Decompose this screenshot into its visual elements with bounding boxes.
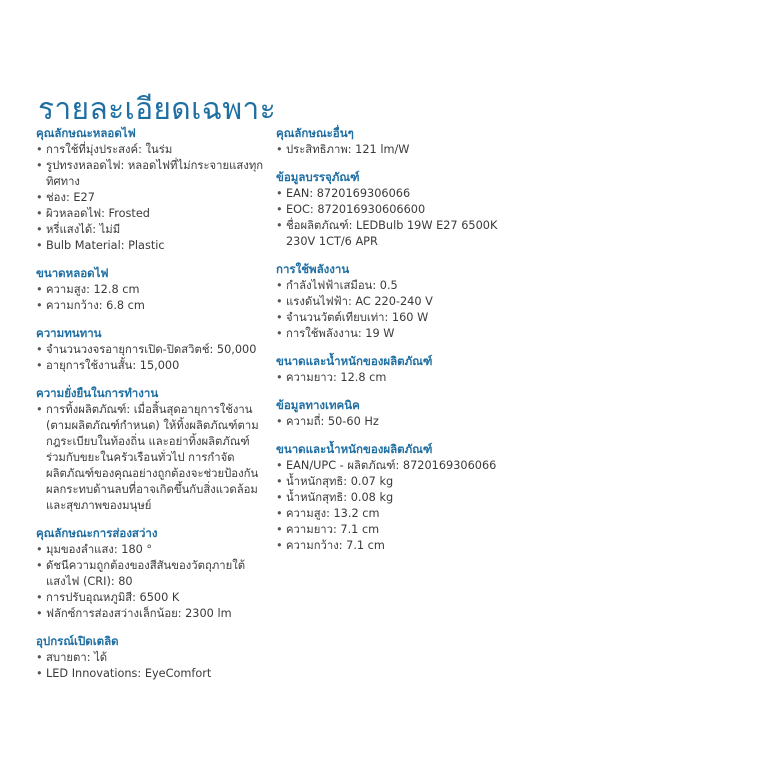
spec-list <box>276 278 516 342</box>
spec-item: • รูปทรงหลอดไฟ: หลอดไฟที่ไม่กระจายแสงทุกทิศทาง <box>36 158 264 190</box>
spec-section <box>276 170 516 250</box>
spec-list <box>36 650 264 682</box>
spec-item: • EOC: 872016930606600 <box>276 202 516 218</box>
section-heading: อุปกรณ์เปิดเตลิด <box>36 634 119 648</box>
spec-section <box>276 398 516 430</box>
spec-list <box>36 342 264 374</box>
spec-item: • ผิวหลอดไฟ: Frosted <box>36 206 264 222</box>
spec-item: • จำนวนวงจรอายุการเปิด-ปิดสวิตช์: 50,000 <box>36 342 264 358</box>
spec-section <box>36 526 264 622</box>
page-title: รายละเอียดเฉพาะ <box>38 92 276 128</box>
section-heading: ขนาดและน้ำหนักของผลิตภัณฑ์ <box>276 354 433 368</box>
spec-item: • สบายตา: ได้ <box>36 650 264 666</box>
spec-section <box>276 262 516 342</box>
spec-item: • EAN: 8720169306066 <box>276 186 516 202</box>
spec-item: • การใช้พลังงาน: 19 W <box>276 326 516 342</box>
spec-item: • ดัชนีความถูกต้องของสีสันของวัตถุภายใต้แสงไฟ (CRI): 80 <box>36 558 264 590</box>
spec-item: • น้ำหนักสุทธิ: 0.08 kg <box>276 490 516 506</box>
spec-item: • น้ำหนักสุทธิ: 0.07 kg <box>276 474 516 490</box>
spec-item: • การปรับอุณหภูมิสี: 6500 K <box>36 590 264 606</box>
left-spec-column <box>36 126 264 694</box>
spec-item: • การทิ้งผลิตภัณฑ์: เมื่อสิ้นสุดอายุการใช้งาน (ตามผลิตภัณฑ์กำหนด) ให้ทิ้งผลิตภัณฑ์ตามกฎระเบียบในท้องถิ่น และอย่าทิ้งผลิตภัณฑ์ร่วมกับขยะในครัวเรือนทั่วไป การกำจัดผลิตภัณฑ์ของคุณอย่างถูกต้องจะช่วยป้องกันผลกระทบด้านลบที่อาจเกิดขึ้นกับสิ่งแวดล้อมและสุขภาพของมนุษย์ <box>36 402 264 514</box>
section-heading: การใช้พลังงาน <box>276 262 350 276</box>
spec-item: • กำลังไฟฟ้าเสมือน: 0.5 <box>276 278 516 294</box>
section-heading: ความทนทาน <box>36 326 102 340</box>
spec-list <box>276 186 516 250</box>
spec-item: • LED Innovations: EyeComfort <box>36 666 264 682</box>
spec-list <box>36 542 264 622</box>
spec-item: • หรี่แสงได้: ไม่มี <box>36 222 264 238</box>
spec-item: • แรงดันไฟฟ้า: AC 220-240 V <box>276 294 516 310</box>
section-heading: คุณลักษณะหลอดไฟ <box>36 126 136 140</box>
right-spec-column <box>276 126 516 566</box>
spec-item: • ชื่อผลิตภัณฑ์: LEDBulb 19W E27 6500K 230V 1CT/6 APR <box>276 218 516 250</box>
spec-item: • ความยาว: 7.1 cm <box>276 522 516 538</box>
spec-item: • มุมของลำแสง: 180 ° <box>36 542 264 558</box>
spec-list <box>276 370 516 386</box>
spec-section <box>36 326 264 374</box>
spec-section <box>36 266 264 314</box>
spec-item: • ความสูง: 12.8 cm <box>36 282 264 298</box>
spec-section <box>276 354 516 386</box>
section-heading: ความยั่งยืนในการทำงาน <box>36 386 159 400</box>
spec-section <box>276 442 516 554</box>
spec-list <box>276 458 516 554</box>
spec-item: • ประสิทธิภาพ: 121 lm/W <box>276 142 516 158</box>
spec-section <box>276 126 516 158</box>
section-heading: คุณลักษณะการส่องสว่าง <box>36 526 158 540</box>
spec-item: • Bulb Material: Plastic <box>36 238 264 254</box>
spec-item: • ความกว้าง: 7.1 cm <box>276 538 516 554</box>
spec-item: • อายุการใช้งานสั้น: 15,000 <box>36 358 264 374</box>
spec-item: • ช่อง: E27 <box>36 190 264 206</box>
spec-item: • ความถี่: 50-60 Hz <box>276 414 516 430</box>
section-heading: ข้อมูลบรรจุภัณฑ์ <box>276 170 360 184</box>
spec-section <box>36 634 264 682</box>
spec-item: • ความกว้าง: 6.8 cm <box>36 298 264 314</box>
spec-list <box>36 142 264 254</box>
spec-item: • EAN/UPC - ผลิตภัณฑ์: 8720169306066 <box>276 458 516 474</box>
spec-item: • การใช้ที่มุ่งประสงค์: ในร่ม <box>36 142 264 158</box>
spec-section <box>36 126 264 254</box>
spec-section <box>36 386 264 514</box>
spec-list <box>276 142 516 158</box>
spec-item: • ความยาว: 12.8 cm <box>276 370 516 386</box>
section-heading: ข้อมูลทางเทคนิค <box>276 398 360 412</box>
spec-item: • ความสูง: 13.2 cm <box>276 506 516 522</box>
spec-list <box>36 282 264 314</box>
section-heading: คุณลักษณะอื่นๆ <box>276 126 354 140</box>
spec-list <box>276 414 516 430</box>
spec-list <box>36 402 264 514</box>
section-heading: ขนาดและน้ำหนักของผลิตภัณฑ์ <box>276 442 433 456</box>
section-heading: ขนาดหลอดไฟ <box>36 266 109 280</box>
spec-item: • จำนวนวัตต์เทียบเท่า: 160 W <box>276 310 516 326</box>
spec-item: • ฟลักซ์การส่องสว่างเล็กน้อย: 2300 lm <box>36 606 264 622</box>
